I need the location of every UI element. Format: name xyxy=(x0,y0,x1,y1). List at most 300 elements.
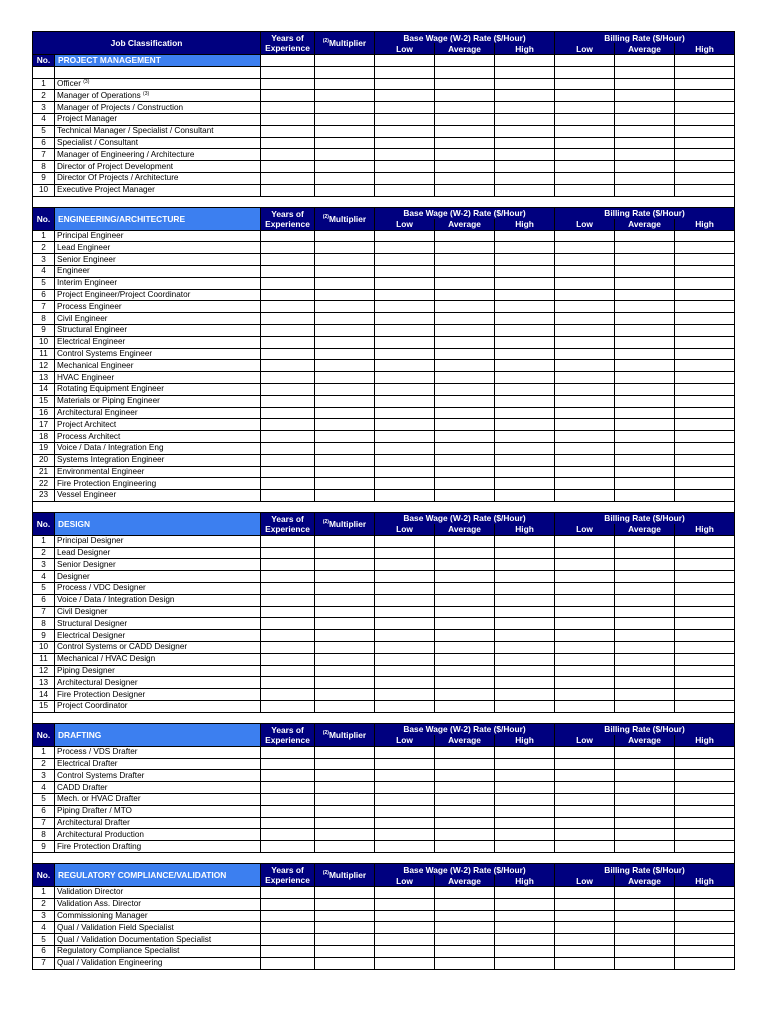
base-low-cell[interactable] xyxy=(375,395,435,407)
billing-average-cell[interactable] xyxy=(615,805,675,817)
multiplier-cell[interactable] xyxy=(315,383,375,395)
billing-average-cell[interactable] xyxy=(615,922,675,934)
billing-average-cell[interactable] xyxy=(615,313,675,325)
base-high-cell[interactable] xyxy=(495,442,555,454)
billing-average-cell[interactable] xyxy=(615,466,675,478)
billing-high-cell[interactable] xyxy=(675,289,735,301)
billing-low-cell[interactable] xyxy=(555,478,615,490)
years-cell[interactable] xyxy=(261,653,315,665)
multiplier-cell[interactable] xyxy=(315,794,375,806)
base-low-cell[interactable] xyxy=(375,653,435,665)
base-low-cell[interactable] xyxy=(375,547,435,559)
multiplier-cell[interactable] xyxy=(315,336,375,348)
multiplier-cell[interactable] xyxy=(315,431,375,443)
billing-high-cell[interactable] xyxy=(675,535,735,547)
billing-low-cell[interactable] xyxy=(555,348,615,360)
billing-average-cell[interactable] xyxy=(615,490,675,502)
years-cell[interactable] xyxy=(261,606,315,618)
billing-average-cell[interactable] xyxy=(615,407,675,419)
billing-average-cell[interactable] xyxy=(615,442,675,454)
billing-low-cell[interactable] xyxy=(555,618,615,630)
multiplier-cell[interactable] xyxy=(315,348,375,360)
billing-low-cell[interactable] xyxy=(555,254,615,266)
base-low-cell[interactable] xyxy=(375,78,435,90)
billing-average-cell[interactable] xyxy=(615,677,675,689)
billing-average-cell[interactable] xyxy=(615,642,675,654)
base-average-cell[interactable] xyxy=(435,606,495,618)
billing-low-cell[interactable] xyxy=(555,277,615,289)
base-average-cell[interactable] xyxy=(435,301,495,313)
base-average-cell[interactable] xyxy=(435,360,495,372)
billing-average-cell[interactable] xyxy=(615,336,675,348)
base-low-cell[interactable] xyxy=(375,265,435,277)
base-high-cell[interactable] xyxy=(495,78,555,90)
billing-high-cell[interactable] xyxy=(675,887,735,899)
billing-average-cell[interactable] xyxy=(615,161,675,173)
base-low-cell[interactable] xyxy=(375,431,435,443)
billing-high-cell[interactable] xyxy=(675,583,735,595)
billing-low-cell[interactable] xyxy=(555,442,615,454)
billing-low-cell[interactable] xyxy=(555,677,615,689)
multiplier-cell[interactable] xyxy=(315,442,375,454)
billing-average-cell[interactable] xyxy=(615,90,675,102)
base-high-cell[interactable] xyxy=(495,594,555,606)
billing-high-cell[interactable] xyxy=(675,301,735,313)
multiplier-cell[interactable] xyxy=(315,618,375,630)
billing-average-cell[interactable] xyxy=(615,701,675,713)
base-average-cell[interactable] xyxy=(435,90,495,102)
billing-low-cell[interactable] xyxy=(555,360,615,372)
base-average-cell[interactable] xyxy=(435,887,495,899)
billing-high-cell[interactable] xyxy=(675,149,735,161)
multiplier-cell[interactable] xyxy=(315,324,375,336)
multiplier-cell[interactable] xyxy=(315,242,375,254)
years-cell[interactable] xyxy=(261,782,315,794)
base-low-cell[interactable] xyxy=(375,559,435,571)
years-cell[interactable] xyxy=(261,149,315,161)
billing-high-cell[interactable] xyxy=(675,946,735,958)
base-high-cell[interactable] xyxy=(495,184,555,196)
billing-high-cell[interactable] xyxy=(675,372,735,384)
base-low-cell[interactable] xyxy=(375,490,435,502)
base-low-cell[interactable] xyxy=(375,535,435,547)
billing-low-cell[interactable] xyxy=(555,547,615,559)
years-cell[interactable] xyxy=(261,265,315,277)
base-high-cell[interactable] xyxy=(495,898,555,910)
base-average-cell[interactable] xyxy=(435,372,495,384)
base-low-cell[interactable] xyxy=(375,934,435,946)
years-cell[interactable] xyxy=(261,934,315,946)
base-average-cell[interactable] xyxy=(435,242,495,254)
base-low-cell[interactable] xyxy=(375,360,435,372)
base-average-cell[interactable] xyxy=(435,324,495,336)
billing-low-cell[interactable] xyxy=(555,184,615,196)
multiplier-cell[interactable] xyxy=(315,594,375,606)
billing-high-cell[interactable] xyxy=(675,161,735,173)
base-average-cell[interactable] xyxy=(435,677,495,689)
base-low-cell[interactable] xyxy=(375,583,435,595)
multiplier-cell[interactable] xyxy=(315,805,375,817)
billing-low-cell[interactable] xyxy=(555,265,615,277)
billing-average-cell[interactable] xyxy=(615,348,675,360)
multiplier-cell[interactable] xyxy=(315,957,375,969)
multiplier-cell[interactable] xyxy=(315,78,375,90)
base-low-cell[interactable] xyxy=(375,172,435,184)
base-average-cell[interactable] xyxy=(435,230,495,242)
base-high-cell[interactable] xyxy=(495,113,555,125)
billing-high-cell[interactable] xyxy=(675,701,735,713)
multiplier-cell[interactable] xyxy=(315,559,375,571)
base-low-cell[interactable] xyxy=(375,758,435,770)
billing-low-cell[interactable] xyxy=(555,910,615,922)
base-low-cell[interactable] xyxy=(375,817,435,829)
billing-high-cell[interactable] xyxy=(675,817,735,829)
base-high-cell[interactable] xyxy=(495,407,555,419)
years-cell[interactable] xyxy=(261,383,315,395)
years-cell[interactable] xyxy=(261,161,315,173)
billing-average-cell[interactable] xyxy=(615,571,675,583)
base-average-cell[interactable] xyxy=(435,419,495,431)
billing-high-cell[interactable] xyxy=(675,383,735,395)
billing-high-cell[interactable] xyxy=(675,78,735,90)
billing-average-cell[interactable] xyxy=(615,946,675,958)
billing-high-cell[interactable] xyxy=(675,957,735,969)
years-cell[interactable] xyxy=(261,829,315,841)
years-cell[interactable] xyxy=(261,946,315,958)
years-cell[interactable] xyxy=(261,230,315,242)
base-high-cell[interactable] xyxy=(495,161,555,173)
base-average-cell[interactable] xyxy=(435,125,495,137)
billing-low-cell[interactable] xyxy=(555,922,615,934)
billing-high-cell[interactable] xyxy=(675,805,735,817)
multiplier-cell[interactable] xyxy=(315,490,375,502)
base-average-cell[interactable] xyxy=(435,910,495,922)
base-low-cell[interactable] xyxy=(375,606,435,618)
base-high-cell[interactable] xyxy=(495,336,555,348)
billing-high-cell[interactable] xyxy=(675,665,735,677)
base-low-cell[interactable] xyxy=(375,630,435,642)
billing-average-cell[interactable] xyxy=(615,957,675,969)
base-average-cell[interactable] xyxy=(435,701,495,713)
years-cell[interactable] xyxy=(261,957,315,969)
base-low-cell[interactable] xyxy=(375,571,435,583)
billing-low-cell[interactable] xyxy=(555,898,615,910)
billing-low-cell[interactable] xyxy=(555,431,615,443)
multiplier-cell[interactable] xyxy=(315,829,375,841)
years-cell[interactable] xyxy=(261,642,315,654)
billing-average-cell[interactable] xyxy=(615,665,675,677)
base-average-cell[interactable] xyxy=(435,442,495,454)
base-high-cell[interactable] xyxy=(495,242,555,254)
base-low-cell[interactable] xyxy=(375,161,435,173)
billing-low-cell[interactable] xyxy=(555,161,615,173)
base-average-cell[interactable] xyxy=(435,618,495,630)
billing-low-cell[interactable] xyxy=(555,770,615,782)
base-average-cell[interactable] xyxy=(435,466,495,478)
multiplier-cell[interactable] xyxy=(315,910,375,922)
base-high-cell[interactable] xyxy=(495,360,555,372)
multiplier-cell[interactable] xyxy=(315,149,375,161)
base-high-cell[interactable] xyxy=(495,149,555,161)
multiplier-cell[interactable] xyxy=(315,642,375,654)
billing-high-cell[interactable] xyxy=(675,466,735,478)
multiplier-cell[interactable] xyxy=(315,898,375,910)
billing-high-cell[interactable] xyxy=(675,934,735,946)
billing-average-cell[interactable] xyxy=(615,383,675,395)
base-high-cell[interactable] xyxy=(495,653,555,665)
base-high-cell[interactable] xyxy=(495,841,555,853)
multiplier-cell[interactable] xyxy=(315,161,375,173)
base-average-cell[interactable] xyxy=(435,289,495,301)
base-high-cell[interactable] xyxy=(495,125,555,137)
base-average-cell[interactable] xyxy=(435,898,495,910)
base-low-cell[interactable] xyxy=(375,805,435,817)
billing-high-cell[interactable] xyxy=(675,431,735,443)
base-high-cell[interactable] xyxy=(495,301,555,313)
multiplier-cell[interactable] xyxy=(315,547,375,559)
billing-average-cell[interactable] xyxy=(615,606,675,618)
multiplier-cell[interactable] xyxy=(315,137,375,149)
years-cell[interactable] xyxy=(261,701,315,713)
base-high-cell[interactable] xyxy=(495,946,555,958)
billing-high-cell[interactable] xyxy=(675,770,735,782)
billing-average-cell[interactable] xyxy=(615,898,675,910)
years-cell[interactable] xyxy=(261,184,315,196)
billing-low-cell[interactable] xyxy=(555,324,615,336)
billing-high-cell[interactable] xyxy=(675,642,735,654)
years-cell[interactable] xyxy=(261,547,315,559)
base-average-cell[interactable] xyxy=(435,805,495,817)
base-high-cell[interactable] xyxy=(495,642,555,654)
base-average-cell[interactable] xyxy=(435,137,495,149)
billing-low-cell[interactable] xyxy=(555,301,615,313)
years-cell[interactable] xyxy=(261,348,315,360)
base-low-cell[interactable] xyxy=(375,372,435,384)
multiplier-cell[interactable] xyxy=(315,102,375,114)
base-high-cell[interactable] xyxy=(495,817,555,829)
base-high-cell[interactable] xyxy=(495,324,555,336)
billing-low-cell[interactable] xyxy=(555,172,615,184)
years-cell[interactable] xyxy=(261,336,315,348)
billing-low-cell[interactable] xyxy=(555,559,615,571)
billing-high-cell[interactable] xyxy=(675,113,735,125)
years-cell[interactable] xyxy=(261,746,315,758)
years-cell[interactable] xyxy=(261,922,315,934)
multiplier-cell[interactable] xyxy=(315,782,375,794)
years-cell[interactable] xyxy=(261,289,315,301)
base-high-cell[interactable] xyxy=(495,289,555,301)
multiplier-cell[interactable] xyxy=(315,372,375,384)
base-low-cell[interactable] xyxy=(375,665,435,677)
base-high-cell[interactable] xyxy=(495,137,555,149)
years-cell[interactable] xyxy=(261,137,315,149)
years-cell[interactable] xyxy=(261,172,315,184)
base-average-cell[interactable] xyxy=(435,395,495,407)
billing-low-cell[interactable] xyxy=(555,535,615,547)
billing-low-cell[interactable] xyxy=(555,490,615,502)
billing-low-cell[interactable] xyxy=(555,454,615,466)
years-cell[interactable] xyxy=(261,841,315,853)
base-low-cell[interactable] xyxy=(375,90,435,102)
base-low-cell[interactable] xyxy=(375,910,435,922)
billing-low-cell[interactable] xyxy=(555,90,615,102)
base-average-cell[interactable] xyxy=(435,277,495,289)
base-average-cell[interactable] xyxy=(435,829,495,841)
billing-average-cell[interactable] xyxy=(615,794,675,806)
billing-low-cell[interactable] xyxy=(555,313,615,325)
years-cell[interactable] xyxy=(261,478,315,490)
billing-high-cell[interactable] xyxy=(675,137,735,149)
billing-average-cell[interactable] xyxy=(615,594,675,606)
base-average-cell[interactable] xyxy=(435,770,495,782)
years-cell[interactable] xyxy=(261,372,315,384)
base-low-cell[interactable] xyxy=(375,313,435,325)
base-high-cell[interactable] xyxy=(495,922,555,934)
years-cell[interactable] xyxy=(261,677,315,689)
multiplier-cell[interactable] xyxy=(315,758,375,770)
base-average-cell[interactable] xyxy=(435,794,495,806)
base-high-cell[interactable] xyxy=(495,665,555,677)
base-average-cell[interactable] xyxy=(435,254,495,266)
base-low-cell[interactable] xyxy=(375,407,435,419)
base-average-cell[interactable] xyxy=(435,746,495,758)
billing-average-cell[interactable] xyxy=(615,559,675,571)
billing-average-cell[interactable] xyxy=(615,934,675,946)
base-average-cell[interactable] xyxy=(435,161,495,173)
billing-average-cell[interactable] xyxy=(615,782,675,794)
years-cell[interactable] xyxy=(261,454,315,466)
billing-low-cell[interactable] xyxy=(555,125,615,137)
billing-high-cell[interactable] xyxy=(675,794,735,806)
billing-low-cell[interactable] xyxy=(555,242,615,254)
years-cell[interactable] xyxy=(261,324,315,336)
base-average-cell[interactable] xyxy=(435,689,495,701)
base-average-cell[interactable] xyxy=(435,454,495,466)
years-cell[interactable] xyxy=(261,689,315,701)
billing-low-cell[interactable] xyxy=(555,583,615,595)
billing-low-cell[interactable] xyxy=(555,665,615,677)
base-high-cell[interactable] xyxy=(495,265,555,277)
billing-average-cell[interactable] xyxy=(615,242,675,254)
billing-high-cell[interactable] xyxy=(675,419,735,431)
base-high-cell[interactable] xyxy=(495,102,555,114)
years-cell[interactable] xyxy=(261,887,315,899)
multiplier-cell[interactable] xyxy=(315,922,375,934)
billing-average-cell[interactable] xyxy=(615,829,675,841)
base-high-cell[interactable] xyxy=(495,490,555,502)
base-low-cell[interactable] xyxy=(375,746,435,758)
base-low-cell[interactable] xyxy=(375,383,435,395)
billing-high-cell[interactable] xyxy=(675,172,735,184)
multiplier-cell[interactable] xyxy=(315,478,375,490)
base-average-cell[interactable] xyxy=(435,665,495,677)
billing-high-cell[interactable] xyxy=(675,102,735,114)
base-average-cell[interactable] xyxy=(435,313,495,325)
years-cell[interactable] xyxy=(261,277,315,289)
base-high-cell[interactable] xyxy=(495,782,555,794)
billing-high-cell[interactable] xyxy=(675,782,735,794)
billing-high-cell[interactable] xyxy=(675,407,735,419)
base-average-cell[interactable] xyxy=(435,478,495,490)
base-low-cell[interactable] xyxy=(375,466,435,478)
years-cell[interactable] xyxy=(261,125,315,137)
billing-average-cell[interactable] xyxy=(615,149,675,161)
multiplier-cell[interactable] xyxy=(315,277,375,289)
multiplier-cell[interactable] xyxy=(315,466,375,478)
billing-low-cell[interactable] xyxy=(555,946,615,958)
years-cell[interactable] xyxy=(261,466,315,478)
base-high-cell[interactable] xyxy=(495,172,555,184)
billing-low-cell[interactable] xyxy=(555,419,615,431)
base-average-cell[interactable] xyxy=(435,184,495,196)
billing-high-cell[interactable] xyxy=(675,478,735,490)
base-average-cell[interactable] xyxy=(435,583,495,595)
base-low-cell[interactable] xyxy=(375,289,435,301)
multiplier-cell[interactable] xyxy=(315,770,375,782)
base-low-cell[interactable] xyxy=(375,324,435,336)
billing-low-cell[interactable] xyxy=(555,782,615,794)
billing-low-cell[interactable] xyxy=(555,395,615,407)
base-average-cell[interactable] xyxy=(435,535,495,547)
billing-low-cell[interactable] xyxy=(555,746,615,758)
billing-low-cell[interactable] xyxy=(555,630,615,642)
years-cell[interactable] xyxy=(261,898,315,910)
base-low-cell[interactable] xyxy=(375,230,435,242)
base-average-cell[interactable] xyxy=(435,336,495,348)
multiplier-cell[interactable] xyxy=(315,653,375,665)
billing-average-cell[interactable] xyxy=(615,324,675,336)
base-average-cell[interactable] xyxy=(435,559,495,571)
years-cell[interactable] xyxy=(261,817,315,829)
billing-high-cell[interactable] xyxy=(675,336,735,348)
years-cell[interactable] xyxy=(261,618,315,630)
base-high-cell[interactable] xyxy=(495,701,555,713)
years-cell[interactable] xyxy=(261,630,315,642)
billing-low-cell[interactable] xyxy=(555,407,615,419)
multiplier-cell[interactable] xyxy=(315,701,375,713)
billing-average-cell[interactable] xyxy=(615,431,675,443)
billing-average-cell[interactable] xyxy=(615,535,675,547)
years-cell[interactable] xyxy=(261,78,315,90)
base-low-cell[interactable] xyxy=(375,887,435,899)
billing-average-cell[interactable] xyxy=(615,910,675,922)
base-low-cell[interactable] xyxy=(375,794,435,806)
billing-high-cell[interactable] xyxy=(675,90,735,102)
years-cell[interactable] xyxy=(261,90,315,102)
base-low-cell[interactable] xyxy=(375,419,435,431)
base-average-cell[interactable] xyxy=(435,653,495,665)
base-low-cell[interactable] xyxy=(375,113,435,125)
base-high-cell[interactable] xyxy=(495,313,555,325)
multiplier-cell[interactable] xyxy=(315,946,375,958)
base-low-cell[interactable] xyxy=(375,701,435,713)
billing-low-cell[interactable] xyxy=(555,817,615,829)
billing-high-cell[interactable] xyxy=(675,277,735,289)
years-cell[interactable] xyxy=(261,758,315,770)
base-low-cell[interactable] xyxy=(375,946,435,958)
billing-high-cell[interactable] xyxy=(675,898,735,910)
billing-low-cell[interactable] xyxy=(555,466,615,478)
base-average-cell[interactable] xyxy=(435,758,495,770)
billing-high-cell[interactable] xyxy=(675,490,735,502)
billing-average-cell[interactable] xyxy=(615,184,675,196)
base-average-cell[interactable] xyxy=(435,407,495,419)
base-high-cell[interactable] xyxy=(495,957,555,969)
years-cell[interactable] xyxy=(261,594,315,606)
billing-low-cell[interactable] xyxy=(555,113,615,125)
multiplier-cell[interactable] xyxy=(315,841,375,853)
billing-high-cell[interactable] xyxy=(675,829,735,841)
